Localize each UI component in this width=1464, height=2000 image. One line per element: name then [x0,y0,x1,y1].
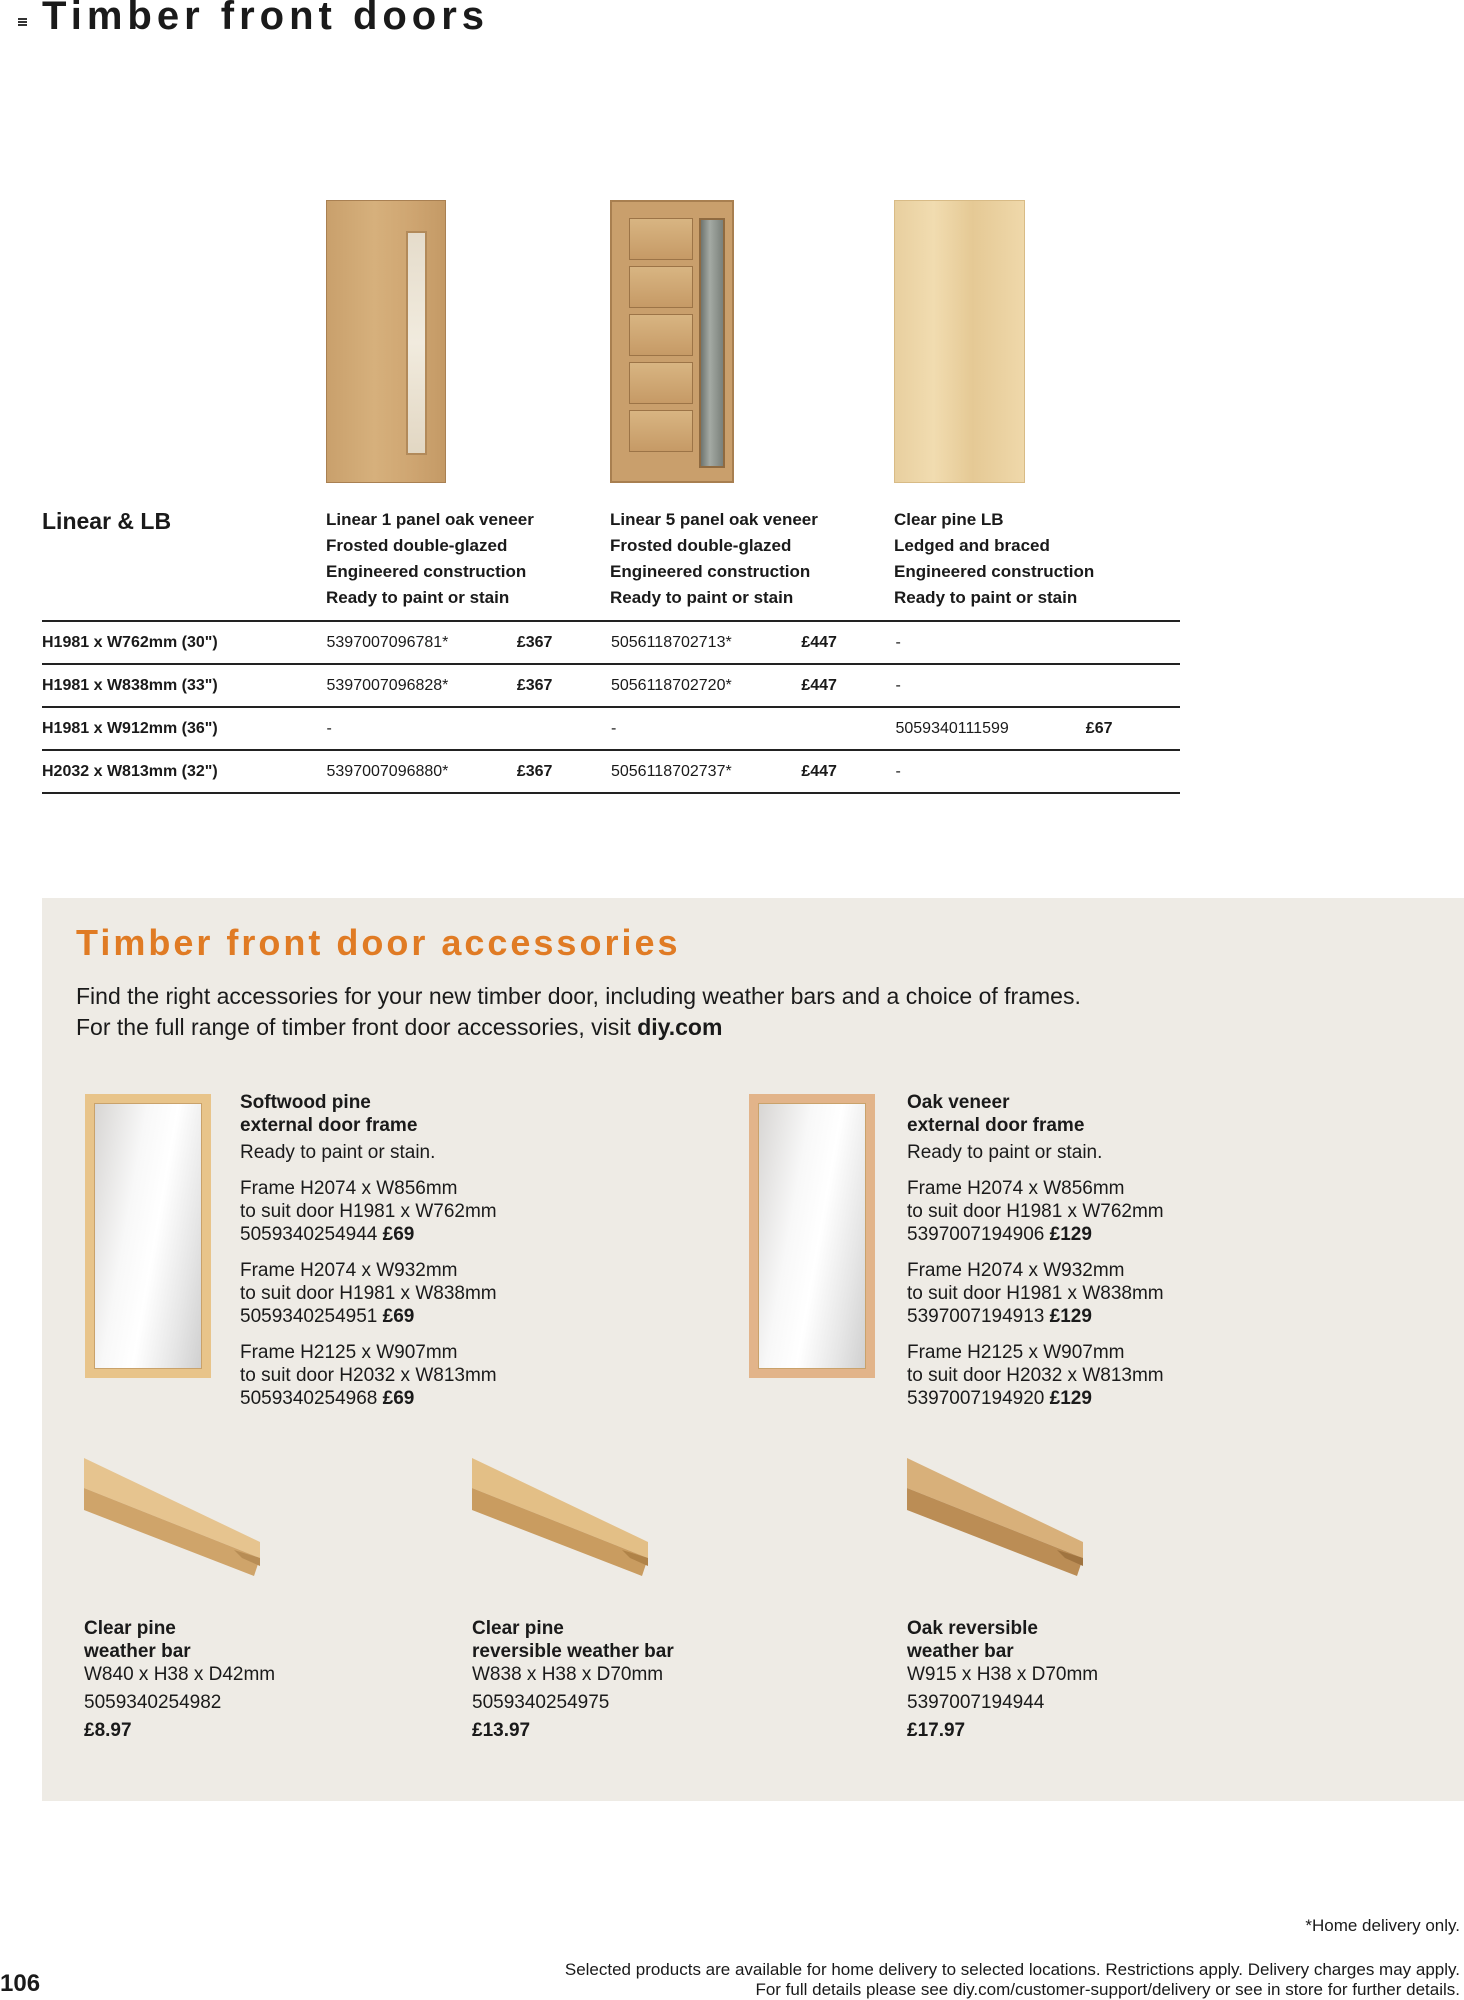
oak-frame-details: Oak veneer external door frame Ready to paint or stain. Frame H2074 x W856mm to suit door H1981 x W762mm 5397007194906 £129 Frame H2074 x W932mm to suit door H1981 x W838mm 5397007194913 £129 Frame H2125 x W907mm to suit door H2032 x W813mm 5397007194920 £129 [907,1092,1164,1409]
menu-icon [18,18,27,26]
door-image-linear-5-panel [610,200,734,483]
footer-legal: Selected products are available for home delivery to selected locations. Restrictions apply. Delivery charges may apply. For full details please see diy.com/customer-support/delivery or see in store for further details. [564,1960,1460,1999]
code-cell: - [895,633,901,651]
price-cell: £447 [801,633,837,651]
clear-pine-reversible-bar-details: Clear pine reversible weather bar W838 x H38 x D70mm 5059340254975 £13.97 [472,1618,674,1741]
price-cell: £367 [516,633,553,651]
price-cell [1086,750,1180,793]
product-description: Linear 5 panel oak veneer Frosted double-glazed Engineered construction Ready to paint or stain [610,510,818,607]
softwood-frame-image [85,1094,211,1378]
accessories-title: Timber front door accessories [76,922,681,963]
code-cell: 5059340111599 [895,719,1009,737]
size-cell: H2032 x W813mm (32") [42,762,218,780]
clear-pine-reversible-bar-image [472,1458,648,1576]
door-image-linear-1-panel [326,200,446,483]
table-row [42,750,1180,793]
product-description: Linear 1 panel oak veneer Frosted double-glazed Engineered construction Ready to paint or stain [326,510,534,607]
price-cell [1086,664,1180,707]
price-cell [1086,621,1180,664]
series-name: Linear & LB [42,508,172,534]
size-cell: H1981 x W912mm (36") [42,719,218,737]
clear-pine-weather-bar-image [84,1458,260,1576]
table-row [42,707,1180,750]
softwood-frame-details: Softwood pine external door frame Ready to paint or stain. Frame H2074 x W856mm to suit door H1981 x W762mm 5059340254944 £69 Frame H2074 x W932mm to suit door H1981 x W838mm 5059340254951 £69 Frame H2125 x W907mm to suit door H2032 x W813mm 5059340254968 £69 [240,1092,497,1409]
price-cell [517,707,611,750]
price-cell: £367 [516,676,553,694]
table-row [42,621,1180,664]
footer-note: *Home delivery only. [1305,1916,1460,1935]
oak-reversible-bar-image [907,1458,1083,1576]
oak-frame-image [749,1094,875,1378]
size-cell: H1981 x W838mm (33") [42,676,218,694]
price-cell [801,707,895,750]
price-cell: £447 [801,676,837,694]
door-image-clear-pine-lb [894,200,1025,483]
code-cell: 5397007096880* [326,762,449,780]
code-cell: 5397007096828* [326,676,449,694]
code-cell: 5056118702720* [610,676,732,694]
size-cell: H1981 x W762mm (30") [42,633,218,651]
code-cell: - [326,719,332,737]
code-cell: - [895,676,901,694]
price-cell: £67 [1085,719,1113,737]
product-description: Clear pine LB Ledged and braced Engineered construction Ready to paint or stain [894,510,1095,607]
oak-reversible-bar-details: Oak reversible weather bar W915 x H38 x D70mm 5397007194944 £17.97 [907,1618,1099,1741]
price-cell: £447 [801,762,837,780]
diy-link[interactable]: diy.com [637,1014,723,1040]
page-number: 106 [0,1970,41,1997]
price-cell: £367 [516,762,553,780]
price-table [42,620,1180,794]
clear-pine-weather-bar-details: Clear pine weather bar W840 x H38 x D42mm 5059340254982 £8.97 [84,1618,276,1741]
code-cell: - [610,719,617,737]
page-title: Timber front doors [42,0,490,38]
code-cell: 5056118702713* [610,633,732,651]
table-row [42,664,1180,707]
code-cell: 5397007096781* [326,633,449,651]
code-cell: 5056118702737* [610,762,732,780]
accessories-intro: Find the right accessories for your new timber door, including weather bars and a choice of frames. For the full range of timber front door accessories, visit diy.com [76,983,1081,1040]
code-cell: - [895,762,901,780]
